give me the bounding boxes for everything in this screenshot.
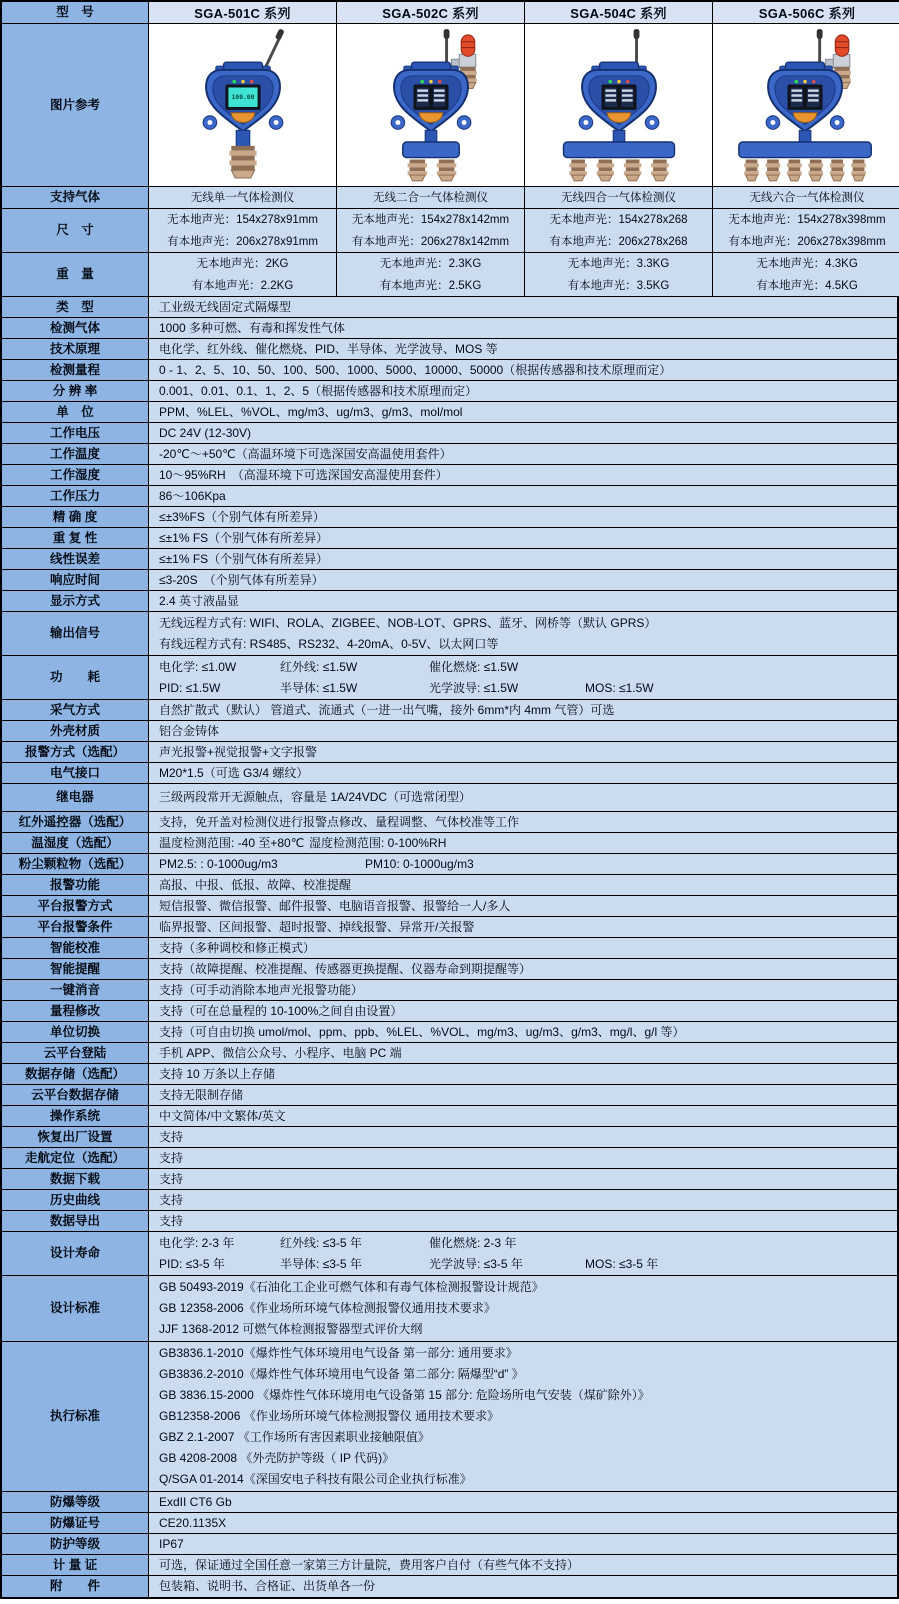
row-label: 工作压力 [2, 486, 149, 506]
spec-col-cell [337, 209, 525, 252]
table-row [2, 570, 897, 591]
spec-value-cell [149, 1555, 897, 1575]
spec-value-cell [149, 507, 897, 527]
spec-value-cell [149, 784, 897, 811]
spec-value-line [159, 1233, 897, 1254]
spec-value-line: 包装箱、说明书、合格证、出货单各一份 [159, 1579, 376, 1593]
spec-value-cell [149, 1190, 897, 1210]
row-label: 精 确 度 [2, 507, 149, 527]
spec-value-segment: 红外线: ≤1.5W [280, 659, 358, 674]
spec-value-line: GB 50493-2019《石油化工企业可燃气体和有毒气体检测报警设计规范》 [159, 1280, 544, 1294]
spec-value-line: 支持（多种调校和修正模式） [159, 940, 316, 955]
spec-value-line: GB3836.2-2010《爆炸性气体环境用电气设备 第二部分: 隔爆型“d” 》 [159, 1367, 524, 1381]
row-label: 工作电压 [2, 423, 149, 443]
spec-value-segment: 半导体: ≤1.5W [280, 680, 358, 695]
row-label: 电气接口 [2, 763, 149, 783]
row-label: 执行标准 [2, 1342, 149, 1491]
row-label: 图片参考 [2, 24, 149, 186]
spec-value-line: 支持（可自由切换 umol/mol、ppm、ppb、%LEL、%VOL、mg/m3、ug/m3、g/m3、mg/l、g/l 等） [159, 1024, 685, 1039]
table-row [2, 721, 897, 742]
table-row [2, 784, 897, 812]
spec-value-line: Q/SGA 01-2014《深国安电子科技有限公司企业执行标准》 [159, 1472, 472, 1486]
table-row [2, 917, 897, 938]
spec-value-segment: MOS: ≤1.5W [585, 680, 654, 695]
spec-value-cell [149, 700, 897, 720]
spec-value-cell [149, 1148, 897, 1168]
row-label: 红外遥控器（选配） [2, 812, 149, 832]
table-row [2, 1064, 897, 1085]
row-label: 功 耗 [2, 656, 149, 699]
spec-value-segment: 催化燃烧: ≤1.5W [429, 659, 519, 674]
table-row [2, 1001, 897, 1022]
row-label: 计 量 证 [2, 1555, 149, 1575]
spec-value-cell [149, 1001, 897, 1021]
row-label: 恢复出厂设置 [2, 1127, 149, 1147]
spec-value-segment: 半导体: ≤3-5 年 [280, 1256, 362, 1271]
spec-value-cell [149, 1022, 897, 1042]
row-label: 防爆证号 [2, 1513, 149, 1533]
model-header-cell: SGA-501C 系列 [149, 2, 337, 23]
spec-col-cell [525, 209, 713, 252]
spec-col-cell [713, 253, 899, 296]
table-row [2, 339, 897, 360]
table-row [2, 1169, 897, 1190]
row-label: 历史曲线 [2, 1190, 149, 1210]
spec-value-cell [149, 763, 897, 783]
spec-value-segment: 光学波导: ≤3-5 年 [429, 1256, 523, 1271]
spec-value-line: DC 24V (12-30V) [159, 425, 252, 440]
spec-col-line: 无本地声光：154x278x142mm [351, 213, 510, 226]
spec-value-line: 工业级无线固定式隔爆型 [159, 299, 292, 314]
row-label: 防护等级 [2, 1534, 149, 1554]
row-label: 量程修改 [2, 1001, 149, 1021]
spec-value-line: 手机 APP、微信公众号、小程序、电脑 PC 端 [159, 1045, 402, 1060]
table-row [2, 1148, 897, 1169]
spec-value-line: 支持 [159, 1150, 184, 1165]
row-label: 线性误差 [2, 549, 149, 569]
spec-value-line: 支持 [159, 1129, 184, 1144]
table-row [2, 423, 897, 444]
spec-value-cell [149, 812, 897, 832]
row-label: 类 型 [2, 297, 149, 317]
spec-value-line: M20*1.5（可选 G3/4 螺纹） [159, 765, 309, 780]
table-row [2, 318, 897, 339]
spec-value-cell [149, 423, 897, 443]
spec-value-line: CE20.1135X [159, 1515, 227, 1530]
spec-value-cell [149, 938, 897, 958]
table-row [2, 591, 897, 612]
spec-value-cell [149, 444, 897, 464]
table-row [2, 402, 897, 423]
table-row [2, 297, 897, 318]
spec-value-segment: 电化学: 2-3 年 [159, 1235, 235, 1250]
table-row [2, 833, 897, 854]
spec-value-segment: MOS: ≤3-5 年 [585, 1256, 659, 1271]
spec-value-segment: 温度检测范围: -40 至+80℃ [159, 835, 305, 850]
spec-col-line: 有本地声光：3.5KG [567, 279, 670, 292]
spec-col-cell [337, 187, 525, 208]
spec-value-cell [149, 854, 897, 874]
spec-value-cell [149, 1513, 897, 1533]
product-image-cell [149, 24, 337, 186]
table-row [2, 1043, 897, 1064]
table-row [2, 507, 897, 528]
table-row [2, 1342, 897, 1492]
spec-value-line: GB 3836.15-2000 《爆炸性气体环境用电气设备第 15 部分: 危险场所电气安装（煤矿除外）》 [159, 1388, 650, 1402]
spec-value-cell [149, 1169, 897, 1189]
table-row [2, 187, 897, 209]
spec-col-line: 无本地声光：3.3KG [567, 257, 670, 270]
spec-value-cell [149, 486, 897, 506]
spec-col-line: 无线六合一气体检测仪 [749, 191, 865, 204]
table-row [2, 1022, 897, 1043]
spec-value-segment: PID: ≤1.5W [159, 680, 221, 695]
spec-value-line: 2.4 英寸液晶显 [159, 593, 240, 608]
spec-value-cell [149, 528, 897, 548]
row-label: 检测量程 [2, 360, 149, 380]
table-row [2, 1232, 897, 1276]
spec-value-line: 声光报警+视觉报警+文字报警 [159, 744, 318, 759]
spec-col-line: 无线二合一气体检测仪 [373, 191, 488, 204]
spec-value-segment: PM2.5: : 0-1000ug/m3 [159, 856, 278, 871]
spec-value-cell [149, 1211, 897, 1231]
spec-col-line: 无线四合一气体检测仪 [561, 191, 676, 204]
spec-value-cell [149, 297, 897, 317]
spec-value-cell [149, 1043, 897, 1063]
spec-value-cell [149, 1276, 897, 1341]
spec-value-line: ≤±1% FS（个别气体有所差异） [159, 551, 329, 566]
table-row [2, 381, 897, 402]
table-row [2, 700, 897, 721]
spec-value-line [159, 1254, 897, 1275]
spec-value-line: 电化学、红外线、催化燃烧、PID、半导体、光学波导、MOS 等 [159, 341, 498, 356]
spec-value-cell [149, 742, 897, 762]
spec-value-line: 0 - 1、2、5、10、50、100、500、1000、5000、10000、50000（根据传感器和技术原理而定） [159, 362, 672, 377]
spec-col-line: 无线单一气体检测仪 [190, 191, 295, 204]
row-label: 智能提醒 [2, 959, 149, 979]
spec-value-line: JJF 1368-2012 可燃气体检测报警器型式评价大纲 [159, 1322, 423, 1336]
row-label: 报警功能 [2, 875, 149, 895]
table-row [2, 959, 897, 980]
table-row [2, 1534, 897, 1555]
row-label: 一键消音 [2, 980, 149, 1000]
spec-value-segment: PID: ≤3-5 年 [159, 1256, 225, 1271]
row-label: 型 号 [2, 2, 149, 23]
product-image-sga-504c [546, 27, 692, 183]
row-label: 支持气体 [2, 187, 149, 208]
row-label: 重 复 性 [2, 528, 149, 548]
spec-value-cell [149, 833, 897, 853]
spec-value-line: 支持 [159, 1192, 184, 1207]
spec-value-cell [149, 1342, 897, 1491]
spec-value-segment: PM10: 0-1000ug/m3 [365, 856, 474, 871]
table-row [2, 763, 897, 784]
spec-col-line: 无本地声光：2KG [196, 257, 289, 270]
spec-value-line: 支持 [159, 1171, 184, 1186]
spec-value-line: 支持（可在总量程的 10-100%之间自由设置） [159, 1003, 403, 1018]
spec-col-cell [525, 253, 713, 296]
model-header-cell: SGA-502C 系列 [337, 2, 525, 23]
row-label: 分 辨 率 [2, 381, 149, 401]
spec-col-line: 有本地声光：4.5KG [756, 279, 858, 292]
spec-value-segment: 催化燃烧: 2-3 年 [429, 1235, 517, 1250]
spec-value-line [159, 678, 897, 699]
table-row [2, 2, 897, 24]
spec-value-line: IP67 [159, 1536, 184, 1551]
table-row [2, 209, 897, 253]
model-header-cell: SGA-504C 系列 [525, 2, 713, 23]
row-label: 云平台数据存储 [2, 1085, 149, 1105]
table-row [2, 486, 897, 507]
row-label: 设计标准 [2, 1276, 149, 1341]
spec-value-cell [149, 402, 897, 422]
table-row [2, 465, 897, 486]
spec-value-line: GB 12358-2006《作业场所环境气体检测报警仪通用技术要求》 [159, 1301, 496, 1315]
row-label: 继电器 [2, 784, 149, 811]
table-row [2, 612, 897, 656]
product-image-sga-506c [734, 27, 880, 183]
model-header-cell: SGA-506C 系列 [713, 2, 899, 23]
spec-value-line: GB 4208-2008 《外壳防护等级（ IP 代码)》 [159, 1451, 395, 1465]
spec-value-line: 0.001、0.01、0.1、1、2、5（根据传感器和技术原理而定） [159, 383, 478, 398]
table-row [2, 980, 897, 1001]
table-row [2, 854, 897, 875]
spec-value-line: 三级两段常开无源触点，容量是 1A/24VDC（可选常闭型） [159, 790, 472, 804]
spec-value-cell [149, 896, 897, 916]
spec-value-line: ≤±3%FS（个别气体有所差异） [159, 509, 325, 524]
table-row [2, 1576, 897, 1597]
spec-col-line: 无本地声光：154x278x398mm [728, 213, 886, 226]
spec-value-cell [149, 339, 897, 359]
row-label: 采气方式 [2, 700, 149, 720]
row-label: 附 件 [2, 1576, 149, 1597]
spec-value-line [159, 854, 897, 875]
table-row [2, 1211, 897, 1232]
spec-value-cell [149, 360, 897, 380]
spec-value-line: -20℃～+50℃（高温环境下可选深国安高温使用套件） [159, 446, 452, 461]
spec-col-line: 有本地声光：2.5KG [379, 279, 482, 292]
table-row [2, 1276, 897, 1342]
table-row [2, 24, 897, 187]
spec-value-line: ≤±1% FS（个别气体有所差异） [159, 530, 329, 545]
spec-col-line: 无本地声光：154x278x91mm [167, 213, 318, 226]
row-label: 云平台登陆 [2, 1043, 149, 1063]
row-label: 响应时间 [2, 570, 149, 590]
spec-value-line: ≤3-20S （个别气体有所差异） [159, 572, 324, 587]
spec-value-line: 10～95%RH （高湿环境下可选深国安高湿使用套件） [159, 467, 448, 482]
spec-value-line: 自然扩散式（默认） 管道式、流通式（一进一出气嘴，接外 6mm*内 4mm 气管）可选 [159, 702, 615, 717]
spec-col-line: 有本地声光：206x278x268 [549, 235, 688, 248]
spec-value-cell [149, 318, 897, 338]
spec-value-line: 铝合金铸体 [159, 723, 220, 738]
spec-value-line [159, 657, 897, 678]
spec-value-cell [149, 1576, 897, 1597]
table-row [2, 1085, 897, 1106]
spec-value-cell [149, 980, 897, 1000]
spec-value-line: 支持 10 万条以上存储 [159, 1066, 276, 1081]
row-label: 检测气体 [2, 318, 149, 338]
spec-value-cell [149, 1534, 897, 1554]
spec-value-segment: 光学波导: ≤1.5W [429, 680, 519, 695]
spec-value-line: 支持无限制存储 [159, 1087, 244, 1102]
spec-value-cell [149, 917, 897, 937]
spec-value-segment: 湿度检测范围: 0-100%RH [309, 835, 447, 850]
row-label: 工作湿度 [2, 465, 149, 485]
spec-col-cell [525, 187, 713, 208]
spec-value-line: 支持（故障提醒、校准提醒、传感器更换提醒、仪器寿命到期提醒等） [159, 961, 532, 976]
product-image-sga-502c [358, 27, 504, 183]
table-row [2, 360, 897, 381]
table-row [2, 1513, 897, 1534]
spec-value-segment: 红外线: ≤3-5 年 [280, 1235, 362, 1250]
row-label: 技术原理 [2, 339, 149, 359]
row-label: 平台报警方式 [2, 896, 149, 916]
table-row [2, 896, 897, 917]
spec-col-cell [713, 209, 899, 252]
row-label: 防爆等级 [2, 1492, 149, 1512]
spec-value-line: 支持 [159, 1213, 184, 1228]
spec-col-cell [713, 187, 899, 208]
table-row [2, 656, 897, 700]
spec-value-cell [149, 549, 897, 569]
spec-value-cell [149, 612, 897, 655]
row-label: 输出信号 [2, 612, 149, 655]
row-label: 报警方式（选配） [2, 742, 149, 762]
spec-value-line: GB3836.1-2010《爆炸性气体环境用电气设备 第一部分: 通用要求》 [159, 1346, 518, 1360]
spec-value-cell [149, 1492, 897, 1512]
spec-value-line: 1000 多种可燃、有毒和挥发性气体 [159, 320, 346, 335]
svg-text:100.00: 100.00 [231, 94, 254, 102]
spec-value-cell [149, 959, 897, 979]
spec-value-line: GB12358-2006 《作业场所环境气体检测报警仪 通用技术要求》 [159, 1409, 500, 1423]
spec-value-cell [149, 381, 897, 401]
row-label: 操作系统 [2, 1106, 149, 1126]
row-label: 智能校准 [2, 938, 149, 958]
spec-value-cell [149, 570, 897, 590]
spec-value-cell [149, 1064, 897, 1084]
table-row [2, 1555, 897, 1576]
spec-value-cell [149, 1106, 897, 1126]
spec-col-line: 无本地声光：4.3KG [756, 257, 858, 270]
table-row [2, 528, 897, 549]
table-row [2, 1106, 897, 1127]
row-label: 数据存储（选配） [2, 1064, 149, 1084]
row-label: 尺 寸 [2, 209, 149, 252]
spec-value-line: PPM、%LEL、%VOL、mg/m3、ug/m3、g/m3、mol/mol [159, 404, 463, 419]
spec-value-cell [149, 1232, 897, 1275]
spec-value-cell [149, 465, 897, 485]
row-label: 粉尘颗粒物（选配） [2, 854, 149, 874]
spec-value-line: 支持（可手动消除本地声光报警功能） [159, 982, 364, 997]
table-row [2, 938, 897, 959]
table-row [2, 444, 897, 465]
spec-col-line: 无本地声光：2.3KG [379, 257, 482, 270]
spec-value-line: 可选，保证通过全国任意一家第三方计量院，费用客户自付（有些气体不支持） [159, 1557, 580, 1572]
table-row [2, 1492, 897, 1513]
table-row [2, 875, 897, 896]
spec-value-cell [149, 591, 897, 611]
spec-value-segment: 电化学: ≤1.0W [159, 659, 237, 674]
spec-value-line: 中文简体/中文繁体/英文 [159, 1108, 286, 1123]
product-image-sga-501c [170, 27, 316, 183]
row-label: 外壳材质 [2, 721, 149, 741]
row-label: 工作温度 [2, 444, 149, 464]
spec-value-line: GBZ 2.1-2007 《工作场所有害因素职业接触限值》 [159, 1430, 430, 1444]
spec-value-line: 高报、中报、低报、故障、校准提醒 [159, 877, 352, 892]
row-label: 重 量 [2, 253, 149, 296]
spec-col-cell [149, 209, 337, 252]
spec-col-line: 有本地声光：206x278x142mm [351, 235, 510, 248]
row-label: 温湿度（选配） [2, 833, 149, 853]
row-label: 平台报警条件 [2, 917, 149, 937]
spec-col-line: 有本地声光：2.2KG [191, 279, 294, 292]
spec-value-line: 86～106Kpa [159, 488, 226, 503]
product-image-cell [713, 24, 899, 186]
spec-value-cell [149, 656, 897, 699]
spec-value-line: 有线远程方式有: RS485、RS232、4-20mA、0-5V、以太网口等 [159, 636, 499, 651]
spec-col-cell [337, 253, 525, 296]
row-label: 设计寿命 [2, 1232, 149, 1275]
table-row [2, 1190, 897, 1211]
row-label: 显示方式 [2, 591, 149, 611]
spec-value-line: 无线远程方式有: WIFI、ROLA、ZIGBEE、NOB-LOT、GPRS、蓝牙、网桥等（默认 GPRS） [159, 615, 657, 630]
table-row [2, 742, 897, 763]
table-row [2, 1127, 897, 1148]
row-label: 单位切换 [2, 1022, 149, 1042]
spec-value-cell [149, 1127, 897, 1147]
row-label: 走航定位（选配） [2, 1148, 149, 1168]
row-label: 数据下载 [2, 1169, 149, 1189]
spec-value-line: 支持，免开盖对检测仪进行报警点修改、量程调整、气体校准等工作 [159, 814, 520, 829]
table-row [2, 812, 897, 833]
spec-value-cell [149, 1085, 897, 1105]
product-image-cell [525, 24, 713, 186]
spec-col-line: 无本地声光：154x278x268 [549, 213, 688, 226]
spec-value-line [159, 833, 897, 854]
spec-value-line: ExdII CT6 Gb [159, 1494, 232, 1509]
table-row [2, 253, 897, 297]
spec-value-line: 短信报警、微信报警、邮件报警、电脑语音报警、报警给一人/多人 [159, 898, 511, 913]
spec-value-cell [149, 721, 897, 741]
table-row [2, 549, 897, 570]
spec-value-line: 临界报警、区间报警、超时报警、掉线报警、异常开/关报警 [159, 919, 475, 934]
spec-col-line: 有本地声光：206x278x398mm [728, 235, 886, 248]
product-image-cell [337, 24, 525, 186]
spec-col-cell [149, 187, 337, 208]
spec-col-cell [149, 253, 337, 296]
row-label: 数据导出 [2, 1211, 149, 1231]
row-label: 单 位 [2, 402, 149, 422]
spec-value-cell [149, 875, 897, 895]
spec-col-line: 有本地声光：206x278x91mm [167, 235, 318, 248]
